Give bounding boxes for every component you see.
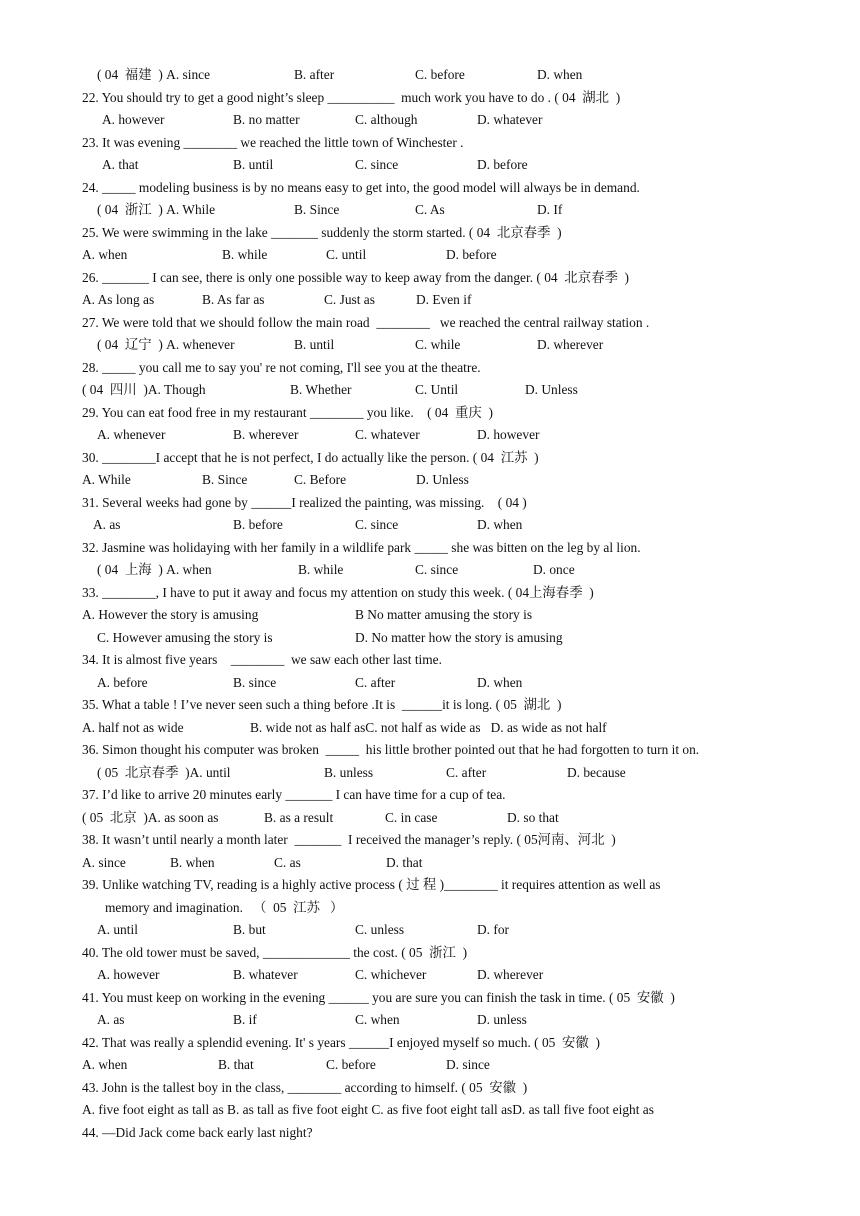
option-text: D. Unless: [525, 382, 578, 397]
text-line: [0, 807, 860, 830]
text-line: [0, 64, 860, 87]
line-text: 23. It was evening ________ we reached the little town of Winchester .: [82, 134, 464, 150]
line-text: memory and imagination. （ 05 江苏 ）: [105, 899, 344, 915]
text-line: [0, 739, 860, 762]
option-text: B. before: [233, 517, 283, 532]
line-text: 40. The old tower must be saved, _____________ the cost. ( 05 浙江 ): [82, 944, 468, 960]
option-text: B. but: [233, 922, 266, 937]
option-text: D. before: [477, 157, 528, 172]
text-line: [0, 289, 860, 312]
text-line: [0, 244, 860, 267]
line-text: 44. —Did Jack come back early last night?: [82, 1124, 313, 1140]
line-text: 22. You should try to get a good night’s sleep __________ much work you have to do . ( 04 湖北 ): [82, 89, 621, 105]
line-text: ( 04 浙江 ) A. While: [97, 202, 216, 217]
text-line: [0, 402, 860, 425]
option-text: C. whichever: [355, 967, 427, 982]
text-line: [0, 222, 860, 245]
option-text: C. as: [274, 854, 301, 870]
option-text: D. No matter how the story is amusing: [355, 629, 563, 645]
text-line: [0, 1122, 860, 1145]
option-text: C. before: [326, 1057, 376, 1072]
option-text: C. although: [355, 112, 418, 127]
text-line: [0, 762, 860, 785]
option-text: B. whatever: [233, 967, 298, 982]
text-line: [0, 694, 860, 717]
line-text: A. before: [97, 674, 148, 690]
option-text: D. Unless: [416, 472, 469, 487]
text-line: [0, 424, 860, 447]
line-text: 37. I’d like to arrive 20 minutes early _______ I can have time for a cup of tea.: [82, 787, 506, 802]
option-text: D. that: [386, 854, 423, 870]
text-line: [0, 132, 860, 155]
option-text: C. while: [415, 337, 461, 352]
option-text: C. As: [415, 202, 445, 217]
line-text: A. that: [102, 157, 139, 172]
line-text: 35. What a table ! I’ve never seen such a thing before .It is ______it is long. ( 05 湖北 ): [82, 697, 562, 712]
line-text: 38. It wasn’t until nearly a month later _______ I received the manager’s reply. ( 05河南、河北 ): [82, 832, 616, 847]
text-line: [0, 1009, 860, 1032]
line-text: A. however: [97, 967, 160, 982]
line-text: ( 04 上海 ) A. when: [97, 562, 212, 577]
option-text: D. If: [537, 202, 563, 217]
option-text: B. wide not as half asC. not half as wide as D. as wide as not half: [250, 719, 607, 735]
text-line: [0, 357, 860, 380]
option-text: B. no matter: [233, 112, 300, 127]
option-text: D. because: [567, 764, 626, 780]
text-line: [0, 334, 860, 357]
option-text: B. wherever: [233, 427, 299, 442]
option-text: B No matter amusing the story is: [355, 607, 533, 622]
option-text: B. that: [218, 1057, 254, 1072]
text-line: [0, 964, 860, 987]
line-text: 34. It is almost five years ________ we saw each other last time.: [82, 652, 442, 667]
option-text: D. unless: [477, 1012, 527, 1027]
line-text: A. However the story is amusing: [82, 607, 259, 622]
text-line: [0, 469, 860, 492]
text-line: [0, 87, 860, 110]
text-line: [0, 492, 860, 515]
option-text: B. unless: [324, 764, 374, 780]
line-text: A. five foot eight as tall as B. as tall as five foot eight C. as five foot eight tall asD. as tall five foot eight as: [82, 1102, 654, 1117]
line-text: 43. John is the tallest boy in the class, ________ according to himself. ( 05 安徽 ): [82, 1079, 528, 1095]
option-text: B. while: [222, 247, 268, 262]
option-text: C. Before: [294, 472, 347, 487]
text-line: [0, 1032, 860, 1055]
text-line: [0, 154, 860, 177]
option-text: D. when: [477, 674, 523, 690]
option-text: C. after: [446, 764, 487, 780]
line-text: A. however: [102, 112, 165, 127]
text-line: [0, 717, 860, 740]
text-line: [0, 267, 860, 290]
option-text: B. after: [294, 67, 335, 82]
option-text: D. Even if: [416, 292, 472, 307]
line-text: ( 05 北京 )A. as soon as: [82, 809, 219, 825]
option-text: D. whatever: [477, 112, 543, 127]
option-text: B. Whether: [290, 382, 352, 397]
line-text: A. half not as wide: [82, 719, 184, 735]
line-text: A. As long as: [82, 292, 155, 307]
text-line: [0, 559, 860, 582]
text-line: [0, 829, 860, 852]
line-text: 42. That was really a splendid evening. It' s years ______I enjoyed myself so much. ( 05 安徽 ): [82, 1034, 600, 1050]
line-text: ( 05 北京春季 )A. until: [97, 764, 231, 780]
text-line: [0, 312, 860, 335]
option-text: C. whatever: [355, 427, 420, 442]
line-text: A. when: [82, 247, 128, 262]
text-line: [0, 987, 860, 1010]
option-text: B. until: [233, 157, 274, 172]
option-text: B. Since: [294, 202, 340, 217]
text-line: [0, 177, 860, 200]
text-line: [0, 447, 860, 470]
line-text: 39. Unlike watching TV, reading is a highly active process ( 过 程 )________ it requires attention as well as: [82, 877, 661, 892]
line-text: A. until: [97, 922, 138, 937]
line-text: 32. Jasmine was holidaying with her family in a wildlife park _____ she was bitten on the leg by al lion.: [82, 539, 641, 555]
option-text: D. however: [477, 427, 540, 442]
text-line: [0, 1099, 860, 1122]
option-text: C. until: [326, 247, 367, 262]
option-text: D. when: [537, 67, 583, 82]
option-text: B. since: [233, 674, 277, 690]
line-text: 41. You must keep on working in the evening ______ you are sure you can finish the task in time. ( 05 安徽 ): [82, 989, 675, 1005]
line-text: 29. You can eat food free in my restaurant ________ you like. ( 04 重庆 ): [82, 404, 493, 420]
text-line: [0, 897, 860, 920]
line-text: 24. _____ modeling business is by no means easy to get into, the good model will always be in demand.: [82, 179, 640, 195]
line-text: ( 04 辽宁 ) A. whenever: [97, 337, 235, 352]
line-text: A. While: [82, 472, 131, 487]
option-text: C. since: [355, 517, 399, 532]
text-line: [0, 604, 860, 627]
text-line: [0, 672, 860, 695]
text-line: [0, 537, 860, 560]
text-line: [0, 1077, 860, 1100]
line-text: 30. ________I accept that he is not perfect, I do actually like the person. ( 04 江苏 ): [82, 449, 539, 465]
option-text: C. since: [415, 562, 459, 577]
line-text: A. since: [82, 854, 126, 870]
option-text: B. As far as: [202, 292, 265, 307]
option-text: D. once: [533, 562, 575, 577]
line-text: ( 04 四川 )A. Though: [82, 382, 206, 397]
text-line: [0, 1054, 860, 1077]
option-text: B. Since: [202, 472, 248, 487]
line-text: A. as: [93, 517, 121, 532]
text-line: [0, 199, 860, 222]
line-text: A. whenever: [97, 427, 166, 442]
text-line: [0, 627, 860, 650]
option-text: C. after: [355, 674, 396, 690]
line-text: C. However amusing the story is: [97, 629, 273, 645]
text-line: [0, 649, 860, 672]
option-text: D. so that: [507, 809, 559, 825]
option-text: B. as a result: [264, 809, 334, 825]
option-text: D. wherever: [537, 337, 604, 352]
option-text: D. since: [446, 1057, 490, 1072]
option-text: D. for: [477, 922, 509, 937]
option-text: C. unless: [355, 922, 405, 937]
option-text: B. while: [298, 562, 344, 577]
text-line: [0, 379, 860, 402]
text-line: [0, 852, 860, 875]
option-text: D. when: [477, 517, 523, 532]
option-text: B. until: [294, 337, 335, 352]
line-text: 36. Simon thought his computer was broken _____ his little brother pointed out that he had forgotten to turn it on.: [82, 742, 700, 757]
line-text: 28. _____ you call me to say you' re not coming, I'll see you at the theatre.: [82, 359, 481, 375]
text-line: [0, 514, 860, 537]
text-line: [0, 874, 860, 897]
line-text: 31. Several weeks had gone by ______I realized the painting, was missing. ( 04 ): [82, 494, 527, 510]
option-text: C. before: [415, 67, 465, 82]
text-line: [0, 784, 860, 807]
text-line: [0, 582, 860, 605]
line-text: 27. We were told that we should follow the main road ________ we reached the central railway station .: [82, 314, 650, 330]
exam-question-sheet: [0, 64, 860, 1144]
option-text: D. wherever: [477, 967, 544, 982]
option-text: C. Just as: [324, 292, 375, 307]
line-text: 26. _______ I can see, there is only one possible way to keep away from the danger. ( 04 北京春季 ): [82, 269, 630, 285]
line-text: 33. ________, I have to put it away and focus my attention on study this week. ( 04上海春季 ): [82, 584, 594, 600]
option-text: C. Until: [415, 382, 459, 397]
line-text: ( 04 福建 ) A. since: [97, 67, 211, 82]
option-text: D. before: [446, 247, 497, 262]
line-text: A. as: [97, 1012, 125, 1027]
option-text: B. when: [170, 854, 215, 870]
text-line: [0, 942, 860, 965]
option-text: B. if: [233, 1012, 257, 1027]
option-text: C. in case: [385, 809, 438, 825]
text-line: [0, 919, 860, 942]
option-text: C. when: [355, 1012, 400, 1027]
option-text: C. since: [355, 157, 399, 172]
line-text: A. when: [82, 1057, 128, 1072]
line-text: 25. We were swimming in the lake _______ suddenly the storm started. ( 04 北京春季 ): [82, 224, 562, 240]
text-line: [0, 109, 860, 132]
